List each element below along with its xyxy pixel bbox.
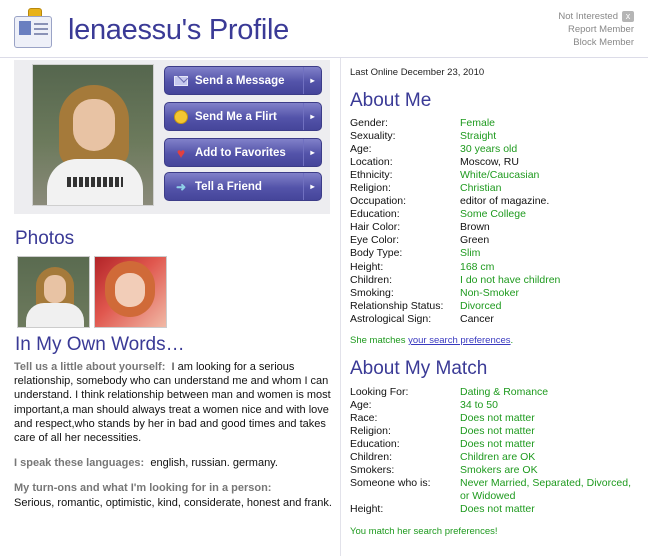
detail-row bbox=[350, 221, 642, 234]
send-message-button[interactable]: Send a Message ▸ bbox=[164, 66, 322, 95]
detail-value: Cancer bbox=[460, 312, 494, 325]
you-match-note: You match her search preferences! bbox=[350, 526, 498, 537]
detail-label: Education: bbox=[350, 208, 400, 221]
detail-value[interactable]: Some College bbox=[460, 208, 526, 221]
detail-row bbox=[350, 234, 642, 247]
detail-row bbox=[350, 503, 642, 516]
detail-value[interactable]: Divorced bbox=[460, 299, 502, 312]
detail-value[interactable]: White/Caucasian bbox=[460, 169, 540, 182]
detail-value[interactable]: Does not matter bbox=[460, 438, 535, 451]
about-me-heading: About Me bbox=[350, 90, 432, 111]
detail-label: Gender: bbox=[350, 117, 388, 129]
close-icon[interactable]: x bbox=[622, 11, 634, 22]
detail-label: Ethnicity: bbox=[350, 169, 393, 182]
turn-ons-question: My turn-ons and what I'm looking for in a person: bbox=[14, 482, 272, 495]
page-title: lenaessu's Profile bbox=[68, 14, 289, 46]
detail-value[interactable]: Never Married, Separated, Divorced, or Widowed bbox=[460, 477, 631, 503]
detail-row bbox=[350, 130, 642, 143]
report-member-link[interactable]: Report Member bbox=[568, 24, 634, 35]
chevron-right-icon: ▸ bbox=[303, 103, 321, 130]
member-actions bbox=[558, 10, 634, 49]
languages-answer: english, russian. germany. bbox=[150, 457, 278, 470]
detail-label: Looking For: bbox=[350, 386, 409, 398]
detail-value[interactable]: Dating & Romance bbox=[460, 386, 549, 398]
detail-label: Body Type: bbox=[350, 247, 403, 260]
profile-badge-icon bbox=[12, 8, 56, 50]
detail-label: Occupation: bbox=[350, 195, 407, 208]
detail-label: Location: bbox=[350, 156, 393, 169]
detail-value[interactable]: Smokers are OK bbox=[460, 464, 538, 477]
about-yourself-answer: I am looking for a serious relationship, somebody who can understand me and whom I can understand. I think relationship between man and women is most important,a man should always treat a women nice and with love and respect,who stands by her in bad and good times and takes care of all her necessities. bbox=[14, 361, 331, 445]
detail-row bbox=[350, 300, 642, 313]
detail-row bbox=[350, 261, 642, 274]
detail-value: editor of magazine. bbox=[460, 195, 550, 208]
detail-value[interactable]: Children are OK bbox=[460, 451, 536, 464]
detail-row bbox=[350, 464, 642, 477]
detail-row bbox=[350, 477, 642, 503]
add-to-favorites-button[interactable]: ♥ Add to Favorites ▸ bbox=[164, 138, 322, 167]
profile-header bbox=[0, 0, 648, 58]
about-yourself-question: Tell us a little about yourself: bbox=[14, 361, 166, 373]
detail-label: Height: bbox=[350, 503, 384, 516]
detail-row bbox=[350, 412, 642, 425]
detail-value[interactable]: Does not matter bbox=[460, 412, 535, 425]
detail-label: Smoking: bbox=[350, 286, 394, 299]
detail-label: Age: bbox=[350, 399, 372, 412]
about-my-match-heading: About My Match bbox=[350, 358, 488, 379]
about-me-details bbox=[350, 117, 642, 326]
detail-value[interactable]: 30 years old bbox=[460, 143, 518, 156]
detail-row bbox=[350, 156, 642, 169]
main-profile-photo[interactable] bbox=[32, 64, 154, 206]
detail-row bbox=[350, 117, 642, 130]
detail-label: Children: bbox=[350, 273, 393, 286]
detail-value[interactable]: 168 cm bbox=[460, 260, 495, 273]
detail-label: Astrological Sign: bbox=[350, 312, 432, 325]
about-my-match-details bbox=[350, 386, 642, 516]
detail-value: Moscow, RU bbox=[460, 156, 519, 169]
detail-row bbox=[350, 386, 642, 399]
smiley-icon bbox=[173, 109, 189, 125]
detail-label: Age: bbox=[350, 143, 372, 156]
column-divider bbox=[340, 58, 341, 556]
detail-row bbox=[350, 143, 642, 156]
detail-label: Someone who is: bbox=[350, 477, 431, 490]
detail-label: Sexuality: bbox=[350, 130, 396, 143]
detail-value[interactable]: I do not have children bbox=[460, 273, 561, 286]
own-words-heading: In My Own Words… bbox=[15, 334, 185, 355]
search-preferences-link[interactable]: your search preferences bbox=[408, 335, 511, 346]
detail-label: Religion: bbox=[350, 182, 391, 195]
detail-value[interactable]: Slim bbox=[460, 247, 481, 260]
photo-thumbnail[interactable] bbox=[17, 256, 90, 328]
detail-value[interactable]: 34 to 50 bbox=[460, 399, 498, 412]
detail-value: Green bbox=[460, 234, 490, 247]
detail-row bbox=[350, 287, 642, 300]
languages-question: I speak these languages: bbox=[14, 457, 145, 470]
mail-icon bbox=[173, 73, 189, 89]
heart-icon: ♥ bbox=[176, 144, 186, 161]
detail-value[interactable]: Female bbox=[460, 117, 496, 129]
detail-value[interactable]: Non-Smoker bbox=[460, 286, 519, 299]
photos-heading: Photos bbox=[15, 228, 75, 249]
block-member-link[interactable]: Block Member bbox=[573, 37, 634, 48]
detail-label: Education: bbox=[350, 438, 400, 451]
detail-row bbox=[350, 169, 642, 182]
detail-row bbox=[350, 425, 642, 438]
detail-value: Brown bbox=[460, 221, 490, 234]
detail-label: Smokers: bbox=[350, 464, 395, 477]
detail-label: Height: bbox=[350, 260, 384, 273]
last-online-text: Last Online December 23, 2010 bbox=[350, 67, 485, 78]
chevron-right-icon: ▸ bbox=[303, 67, 321, 94]
she-matches-note: She matches your search preferences. bbox=[350, 335, 514, 346]
detail-row bbox=[350, 208, 642, 221]
tell-a-friend-button[interactable]: ➜ Tell a Friend ▸ bbox=[164, 172, 322, 201]
arrow-icon: ➜ bbox=[175, 179, 187, 194]
detail-row bbox=[350, 313, 642, 326]
detail-row bbox=[350, 195, 642, 208]
detail-label: Religion: bbox=[350, 425, 391, 438]
send-flirt-button[interactable]: Send Me a Flirt ▸ bbox=[164, 102, 322, 131]
detail-row bbox=[350, 274, 642, 287]
turn-ons-answer: Serious, romantic, optimistic, kind, considerate, honest and frank. bbox=[14, 496, 332, 509]
detail-row bbox=[350, 438, 642, 451]
detail-label: Relationship Status: bbox=[350, 299, 444, 312]
detail-value[interactable]: Christian bbox=[460, 182, 502, 195]
detail-label: Race: bbox=[350, 412, 378, 425]
photo-thumbnail[interactable] bbox=[94, 256, 167, 328]
detail-row bbox=[350, 451, 642, 464]
detail-row bbox=[350, 399, 642, 412]
detail-row bbox=[350, 182, 642, 195]
own-words-section bbox=[14, 360, 334, 510]
chevron-right-icon: ▸ bbox=[303, 139, 321, 166]
detail-row bbox=[350, 247, 642, 260]
not-interested-link[interactable]: Not Interested bbox=[558, 11, 618, 22]
detail-value[interactable]: Does not matter bbox=[460, 425, 535, 438]
detail-value[interactable]: Does not matter bbox=[460, 503, 535, 516]
detail-label: Eye Color: bbox=[350, 234, 400, 247]
chevron-right-icon: ▸ bbox=[303, 173, 321, 200]
detail-value[interactable]: Straight bbox=[460, 130, 497, 143]
detail-label: Hair Color: bbox=[350, 221, 401, 234]
detail-label: Children: bbox=[350, 451, 393, 464]
